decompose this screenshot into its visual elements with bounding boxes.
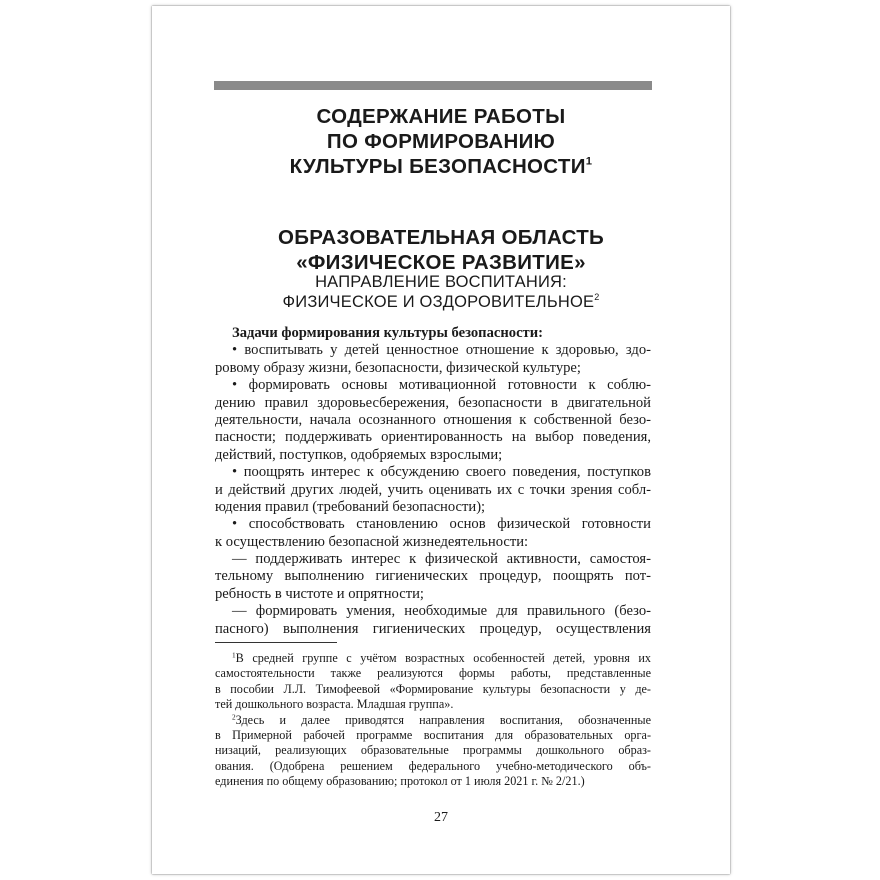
footnote-1-line: $^1$В средней группе с учётом возрастных особенностей детей, уровня их xyxy=(232,651,651,665)
footnote-1-line: в пособии Л.Л. Тимофеевой «Формирование культуры безопасности у де- xyxy=(215,681,651,696)
area-heading xyxy=(152,225,730,275)
text-line: • воспитывать у детей ценностное отношение к здоровью, здо- xyxy=(232,342,651,359)
body-text xyxy=(215,325,651,638)
main-heading-line: СОДЕРЖАНИЕ РАБОТЫ xyxy=(316,105,566,128)
main-heading xyxy=(152,104,730,179)
text-line: дению правил здоровьесбережения, безопасности в двигательной xyxy=(215,394,651,411)
text-line: действий, поступков, одобряемых взрослыми; xyxy=(215,446,503,463)
text-line: юдения правил (требований безопасности); xyxy=(215,498,486,515)
text-line: деятельности, начала осознанного отношения к собственной безо- xyxy=(215,411,651,428)
footnote-2-line: $^2$Здесь и далее приводятся направления воспитания, обозначенные xyxy=(232,712,651,727)
footnote-1-line: самостоятельности также реализуются формы работы, представленные xyxy=(215,666,651,681)
main-heading-line: ПО ФОРМИРОВАНИЮ xyxy=(326,130,556,153)
direction-heading xyxy=(152,272,730,312)
text-line: пасности; поддерживать ориентированность на выбор поведения, xyxy=(215,429,651,446)
tasks-title: Задачи формирования культуры безопасности: xyxy=(232,325,543,341)
text-line: и действий других людей, учить оценивать их с точки зрения собл- xyxy=(215,481,651,498)
text-line: тельному выполнению гигиенических процедур, поощрять пот- xyxy=(215,568,651,585)
footnote-2-mark: 2 xyxy=(232,712,236,722)
text-line: — поддерживать интерес к физической активности, самостоя- xyxy=(232,551,651,568)
footnote-mark[interactable]: 2 xyxy=(594,292,600,303)
text-line: к осуществлению безопасной жизнедеятельности: xyxy=(215,533,529,550)
footnote-1-line: тей дошкольного возраста. Младшая группа». xyxy=(215,697,454,712)
footnotes xyxy=(215,651,651,790)
header-rule xyxy=(214,81,652,90)
area-heading-line: ОБРАЗОВАТЕЛЬНАЯ ОБЛАСТЬ xyxy=(277,226,605,249)
footnote-1-mark: 1 xyxy=(232,651,236,660)
footnote-2-line: ования. (Одобрена решением федерального учебно-методического объ- xyxy=(215,758,651,773)
page-number: 27 xyxy=(434,810,448,825)
text-line: • формировать основы мотивационной готовности к соблю- xyxy=(232,377,651,394)
book-page xyxy=(152,6,730,874)
main-heading-line: КУЛЬТУРЫ БЕЗОПАСНОСТИ$^1$ xyxy=(289,155,593,178)
text-line: — формировать умения, необходимые для правильного (безо- xyxy=(232,603,651,620)
text-line: ребность в чистоте и опрятности; xyxy=(215,585,424,602)
area-heading-line: «ФИЗИЧЕСКОЕ РАЗВИТИЕ» xyxy=(296,251,586,274)
footnote-mark[interactable]: 1 xyxy=(585,155,593,168)
direction-heading-line: ФИЗИЧЕСКОЕ И ОЗДОРОВИТЕЛЬНОЕ$^2$ xyxy=(282,292,600,311)
footnote-2-line: в Примерной рабочей программе воспитания для образовательных орга- xyxy=(215,727,651,742)
footnote-2-line: единения по общему образованию; протокол от 1 июля 2021 г. № 2/21.) xyxy=(215,774,585,789)
text-line: пасного) выполнения гигиенических процедур, осуществления xyxy=(215,620,651,637)
footnote-divider xyxy=(215,642,337,643)
text-line: • поощрять интерес к обсуждению своего поведения, поступков xyxy=(232,464,651,481)
text-line: ровому образу жизни, безопасности, физической культуре; xyxy=(215,359,581,376)
direction-heading-line: НАПРАВЛЕНИЕ ВОСПИТАНИЯ: xyxy=(315,273,567,291)
text-line: • способствовать становлению основ физической готовности xyxy=(232,516,651,533)
footnote-2-line: низаций, реализующих образовательные программы дошкольного образ- xyxy=(215,743,651,758)
